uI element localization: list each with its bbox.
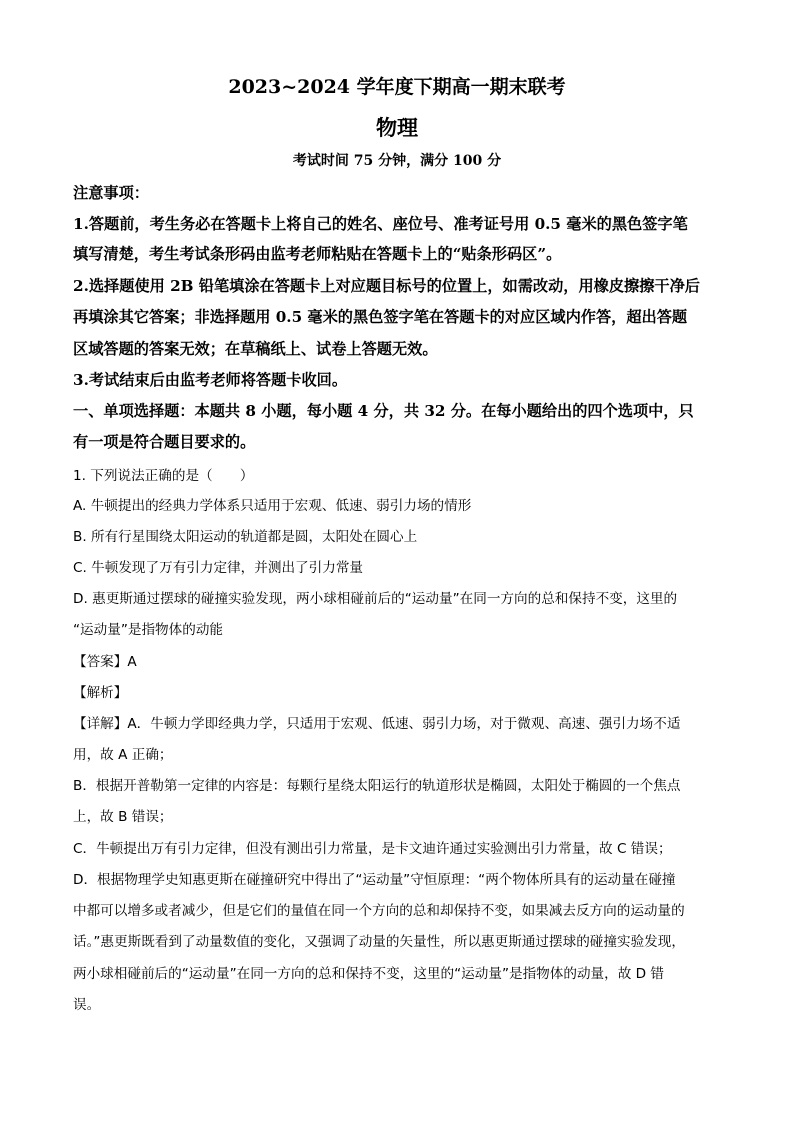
section-heading: 有一项是符合题目要求的。 xyxy=(73,433,256,451)
analysis-label: 【解析】 xyxy=(73,685,128,701)
exam-title: 2023~2024 学年度下期高一期末联考 xyxy=(228,76,566,98)
option-c: C. 牛顿发现了万有引力定律，并测出了引力常量 xyxy=(73,560,364,576)
question-stem: 1. 下列说法正确的是（ ） xyxy=(73,468,254,484)
subject-title: 物理 xyxy=(376,115,418,140)
section-heading: 一、单项选择题：本题共 8 小题，每小题 4 分，共 32 分。在每小题给出的四个选项中，只 xyxy=(73,402,694,420)
notice-line: 2.选择题使用 2B 铅笔填涂在答题卡上对应题目标号的位置上，如需改动，用橡皮擦擦干净后 xyxy=(73,277,700,295)
detail-line: 话。”惠更斯既看到了动量数值的变化，又强调了动量的矢量性，所以惠更斯通过摆球的碰撞实验发现， xyxy=(73,934,685,950)
time-info: 考试时间 75 分钟，满分 100 分 xyxy=(292,153,502,169)
detail-line: D．根据物理学史知惠更斯在碰撞研究中得出了“运动量”守恒原理：“两个物体所具有的运动量在碰撞 xyxy=(73,872,676,888)
detail-line: 上，故 B 错误； xyxy=(73,809,173,825)
option-b: B. 所有行星围绕太阳运动的轨道都是圆，太阳处在圆心上 xyxy=(73,529,418,545)
notice-line: 3.考试结束后由监考老师将答题卡收回。 xyxy=(73,371,348,389)
notice-line: 填写清楚，考生考试条形码由监考老师粘贴在答题卡上的“贴条形码区”。 xyxy=(73,245,562,263)
notice-heading: 注意事项： xyxy=(73,184,149,202)
detail-line: B．根据开普勒第一定律的内容是：每颗行星绕太阳运行的轨道形状是椭圆，太阳处于椭圆的一个焦点 xyxy=(73,778,681,794)
notice-line: 再填涂其它答案；非选择题用 0.5 毫米的黑色签字笔在答题卡的对应区域内作答，超出答题 xyxy=(73,308,688,326)
answer-label: 【答案】A xyxy=(73,654,137,670)
option-a: A. 牛顿提出的经典力学体系只适用于宏观、低速、弱引力场的情形 xyxy=(73,498,472,514)
option-d: D. 惠更斯通过摆球的碰撞实验发现，两小球相碰前后的“运动量”在同一方向的总和保持不变，这里的 xyxy=(73,591,678,607)
notice-line: 区域答题的答案无效；在草稿纸上、试卷上答题无效。 xyxy=(73,340,438,358)
detail-line: 两小球相碰前后的“运动量”在同一方向的总和保持不变，这里的“运动量”是指物体的动量，故 D 错 xyxy=(73,966,665,982)
option-d-continued: “运动量”是指物体的动能 xyxy=(73,622,224,638)
notice-line: 1.答题前，考生务必在答题卡上将自己的姓名、座位号、准考证号用 0.5 毫米的黑色签字笔 xyxy=(73,215,688,233)
detail-line: C．牛顿提出万有引力定律，但没有测出引力常量，是卡文迪许通过实验测出引力常量，故 C 错误； xyxy=(73,841,672,857)
detail-line: 用，故 A 正确； xyxy=(73,747,173,763)
detail-line: 【详解】A．牛顿力学即经典力学，只适用于宏观、低速、弱引力场，对于微观、高速、强引力场不适 xyxy=(73,716,681,732)
detail-line: 中都可以增多或者减少，但是它们的量值在同一个方向的总和却保持不变，如果减去反方向的运动量的 xyxy=(73,903,685,919)
detail-line: 误。 xyxy=(73,997,101,1013)
